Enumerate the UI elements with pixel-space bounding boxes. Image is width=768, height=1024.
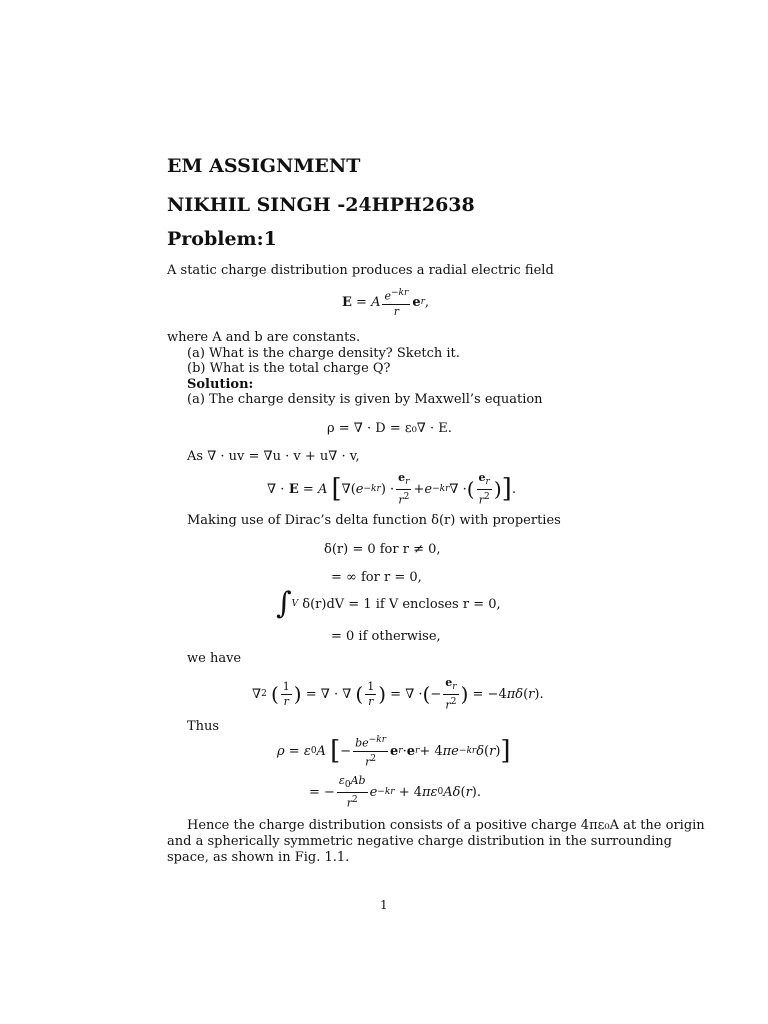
question-b: (b) What is the total charge Q?: [187, 361, 391, 376]
fraction: $\frac{e^{-kr}}{r}$: [384, 288, 409, 318]
equation-divergence: ∇ · E = A [ ∇( e −kr ) · $\frac{e_r}{r^2}$ + e −kr ∇ · ( $\frac{e_r}{r^2}$ ) ] .: [267, 471, 516, 507]
fraction: $\frac{\varepsilon_0Ab}{r^2}$: [338, 774, 366, 810]
delta-property-2: = ∞ for r = 0,: [331, 570, 422, 585]
document-title: EM ASSIGNMENT: [167, 155, 361, 177]
delta-property-4: = 0 if otherwise,: [331, 629, 441, 644]
equation-laplacian: ∇ 2 ( $\frac{1}{r}$ ) = ∇ · ∇ ( $\frac{1}{r}$ ) = ∇ · ( − $\frac{e_r}{r^2}$ ) = −4 π δ ( r ).: [252, 676, 544, 712]
fraction: $\frac{e_r}{r^2}$: [478, 471, 490, 507]
conclusion-line-2: and a spherically symmetric negative charge distribution in the surrounding: [167, 834, 673, 849]
conclusion-line-3: space, as shown in Fig. 1.1.: [167, 850, 350, 865]
where-text: where A and b are constants.: [167, 330, 361, 345]
equation-rho-result: = − $\frac{\varepsilon_0Ab}{r^2}$ e −kr + 4 πε 0 Aδ ( r ).: [309, 774, 482, 810]
fraction: $\frac{1}{r}$: [367, 679, 375, 708]
fraction: $\frac{be^{-kr}}{r^2}$: [355, 735, 387, 769]
fraction: $\frac{1}{r}$: [282, 679, 290, 708]
product-rule-text: As ∇ · uv = ∇u · v + u∇ · v,: [187, 449, 360, 464]
dirac-text: Making use of Dirac’s delta function δ(r) with properties: [187, 513, 561, 528]
conclusion-line-1: Hence the charge distribution consists of a positive charge 4πε₀A at the origin: [187, 818, 705, 833]
delta-integral-text: δ(r)dV = 1 if V encloses r = 0,: [302, 596, 501, 612]
delta-property-3: ∫ V δ(r)dV = 1 if V encloses r = 0,: [276, 586, 501, 621]
equation-rho-expansion: ρ = ε 0 A [ − $\frac{be^{-kr}}{r^2}$ e r · e r + 4 πe −kr δ ( r ) ]: [277, 735, 511, 769]
equation-field: E = A $\frac{e^{-kr}}{r}$ e r ,: [342, 288, 430, 318]
fraction: $\frac{e_r}{r^2}$: [398, 471, 410, 507]
we-have-text: we have: [187, 651, 242, 666]
problem-heading: Problem:1: [167, 228, 277, 250]
solution-a-text: (a) The charge density is given by Maxwell’s equation: [187, 392, 543, 407]
thus-text: Thus: [187, 719, 220, 734]
question-a: (a) What is the charge density? Sketch it.: [187, 346, 460, 361]
fraction: $\frac{e_r}{r^2}$: [445, 676, 457, 712]
delta-property-1: δ(r) = 0 for r ≠ 0,: [324, 542, 441, 557]
author-line: NIKHIL SINGH -24HPH2638: [167, 194, 475, 216]
integral-sign-icon: ∫: [276, 586, 292, 621]
equation-maxwell: ρ = ∇ · D = ε₀∇ · E.: [327, 421, 452, 436]
solution-label: Solution:: [187, 377, 254, 392]
page-number: 1: [380, 898, 388, 912]
intro-text: A static charge distribution produces a radial electric field: [167, 263, 554, 278]
